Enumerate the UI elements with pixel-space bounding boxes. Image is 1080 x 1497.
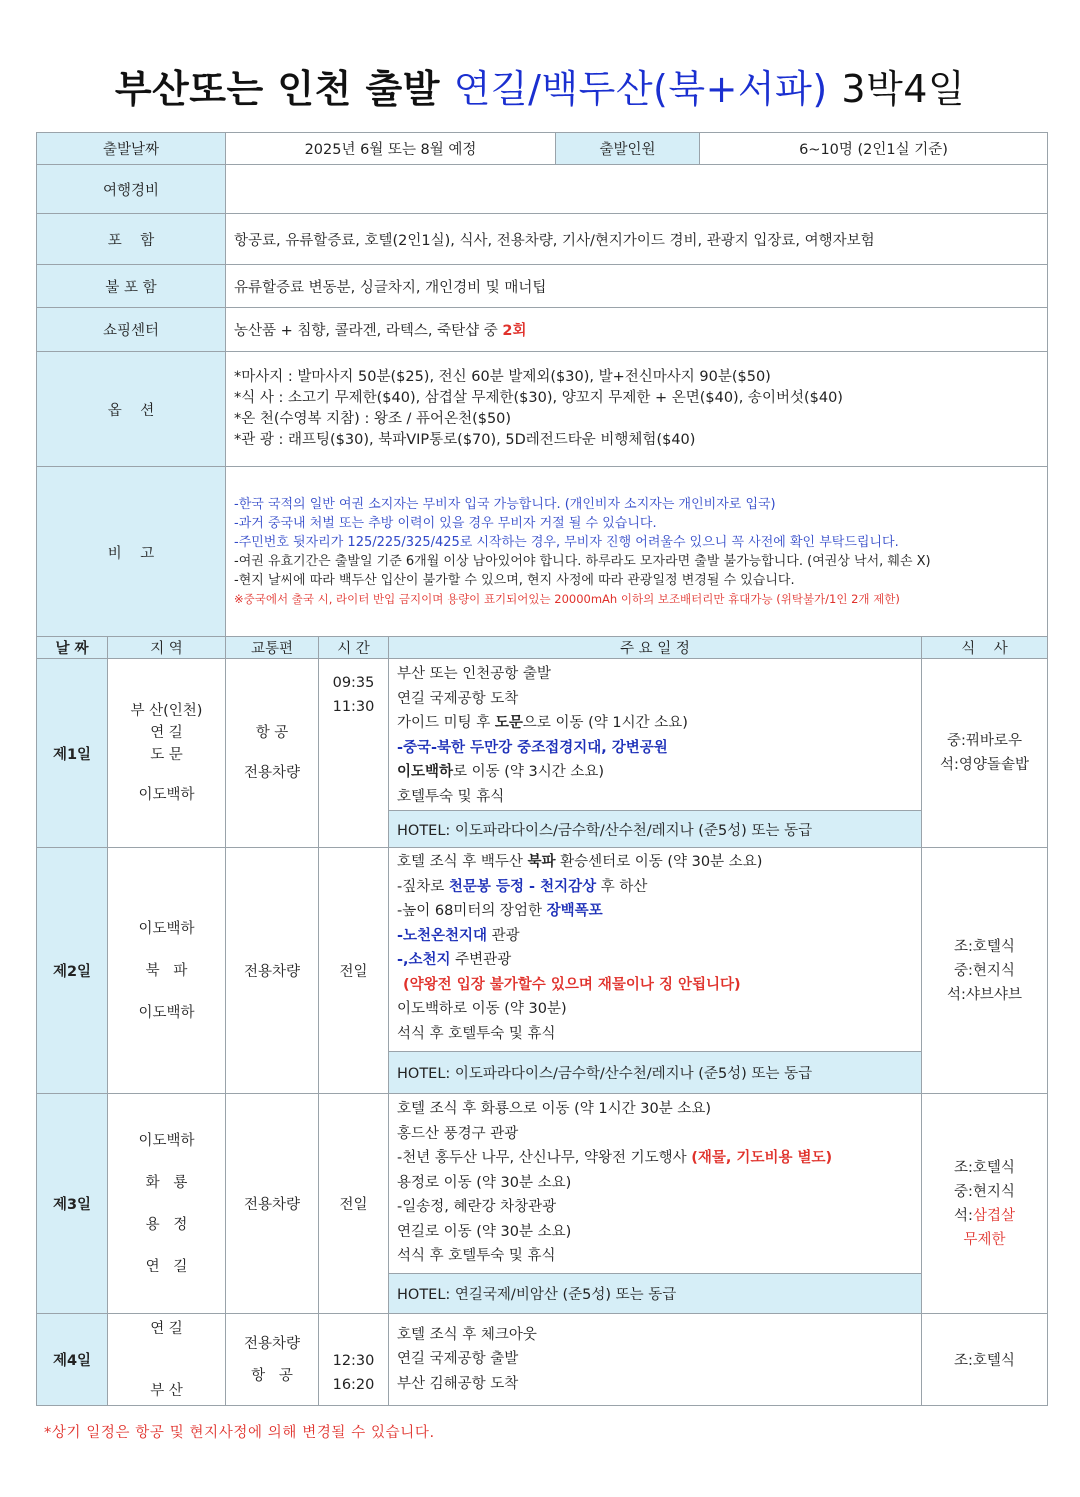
time: 16:20 bbox=[332, 1377, 375, 1393]
transport: 전용차량 bbox=[243, 964, 301, 980]
day-transport bbox=[226, 1094, 319, 1314]
day-transport bbox=[226, 659, 319, 848]
itinerary-item: 호텔 조식 후 체크아웃 bbox=[397, 1326, 537, 1343]
options-label: 옵 션 bbox=[37, 352, 226, 467]
day-itinerary bbox=[389, 659, 922, 811]
time: 전일 bbox=[339, 964, 368, 980]
depart-date-value: 2025년 6월 또는 8월 예정 bbox=[226, 133, 556, 165]
itinerary-item: (약왕전 입장 불가할수 있으며 재물이나 징 안됩니다) bbox=[403, 976, 741, 993]
notes-label: 비 고 bbox=[37, 467, 226, 638]
day-regions bbox=[108, 848, 226, 1094]
meal: 조:호텔식 bbox=[954, 938, 1015, 955]
time: 전일 bbox=[339, 1197, 368, 1213]
info-table bbox=[36, 132, 1048, 638]
itinerary-item: 석식 후 호텔투숙 및 휴식 bbox=[397, 1025, 556, 1042]
itinerary-item: 연길로 이동 (약 30분 소요) bbox=[397, 1223, 572, 1240]
header-transport: 교통편 bbox=[226, 637, 319, 659]
day-label: 제3일 bbox=[37, 1094, 108, 1314]
day-times bbox=[319, 1094, 389, 1314]
itinerary-item: 홍드산 풍경구 관광 bbox=[397, 1125, 519, 1142]
option-item: *온 천(수영복 지참) : 왕조 / 퓨어온천($50) bbox=[234, 411, 512, 427]
itinerary-item: 호텔 조식 후 백두산 북파 환승센터로 이동 (약 30분 소요) bbox=[397, 854, 763, 870]
note-item: -현지 날씨에 따라 백두산 입산이 불가할 수 있으며, 현지 사정에 따라 관광일정 변경될 수 있습니다. bbox=[234, 573, 795, 588]
region: 이도백하 bbox=[138, 920, 195, 937]
exclude-value: 유류할증료 변동분, 싱글차지, 개인경비 및 매너팁 bbox=[226, 265, 1048, 308]
header-region: 지 역 bbox=[108, 637, 226, 659]
option-item: *마사지 : 발마사지 50분($25), 전신 60분 발제외($30), 발+전신마사지 90분($50) bbox=[234, 369, 771, 385]
page-title bbox=[0, 58, 1080, 113]
region: 연 길 bbox=[150, 1320, 183, 1337]
footnote: *상기 일정은 항공 및 현지사정에 의해 변경될 수 있습니다. bbox=[44, 1425, 435, 1441]
shopping-count: 2회 bbox=[502, 323, 527, 339]
region: 이도백하 bbox=[138, 1004, 195, 1021]
day-label: 제2일 bbox=[37, 848, 108, 1094]
time: 12:30 bbox=[332, 1353, 375, 1369]
itinerary-item: 연길 국제공항 도착 bbox=[397, 690, 519, 707]
options-list bbox=[226, 352, 1048, 467]
people-label: 출발인원 bbox=[556, 133, 700, 165]
region: 북 파 bbox=[145, 962, 188, 979]
day-transport bbox=[226, 848, 319, 1094]
note-item: -과거 중국내 처벌 또는 추방 이력이 있을 경우 무비자 거절 될 수 있습니다. bbox=[234, 516, 657, 531]
region: 부 산(인천) bbox=[130, 703, 203, 719]
meal: 중:꿔바로우 bbox=[947, 733, 1022, 749]
note-warning: ※중국에서 출국 시, 라이터 반입 금지이며 용량이 표기되어있는 20000mAh 이하의 보조배터리만 휴대가능 (위탁불가/1인 2개 제한) bbox=[234, 592, 900, 606]
meal: 석:삼겹살 bbox=[954, 1207, 1015, 1224]
header-time: 시 간 bbox=[319, 637, 389, 659]
transport: 전용차량 bbox=[243, 765, 301, 781]
header-itinerary: 주 요 일 정 bbox=[389, 637, 922, 659]
day-times bbox=[319, 848, 389, 1094]
hotel-info: HOTEL: 이도파라다이스/금수학/산수천/레지나 (준5성) 또는 동급 bbox=[389, 1052, 922, 1094]
day-meals bbox=[922, 659, 1048, 848]
include-label: 포 함 bbox=[37, 214, 226, 265]
include-value: 항공료, 유류할증료, 호텔(2인1실), 식사, 전용차량, 기사/현지가이드 경비, 관광지 입장료, 여행자보험 bbox=[226, 214, 1048, 265]
region: 이도백하 bbox=[138, 787, 195, 803]
day-regions bbox=[108, 659, 226, 848]
region: 용 정 bbox=[145, 1216, 188, 1233]
depart-date-label: 출발날짜 bbox=[37, 133, 226, 165]
transport: 전용차량 bbox=[243, 1335, 301, 1352]
title-departure: 부산또는 인천 출발 bbox=[114, 67, 440, 111]
transport: 항 공 bbox=[251, 1367, 293, 1384]
meal: 조:호텔식 bbox=[954, 1353, 1015, 1369]
itinerary-item: -노천온천지대 관광 bbox=[397, 927, 520, 944]
itinerary-item: 부산 김해공항 도착 bbox=[397, 1375, 519, 1392]
region: 연 길 bbox=[150, 725, 183, 741]
exclude-label: 불 포 함 bbox=[37, 265, 226, 308]
people-value: 6~10명 (2인1실 기준) bbox=[700, 133, 1048, 165]
header-meals: 식 사 bbox=[922, 637, 1048, 659]
day-itinerary bbox=[389, 848, 922, 1052]
itinerary-item: -중국-북한 두만강 중조접경지대, 강변공원 bbox=[397, 739, 668, 756]
itinerary-item: -일송정, 혜란강 차창관광 bbox=[397, 1199, 557, 1215]
meal: 석:샤브샤브 bbox=[947, 986, 1022, 1003]
cost-value bbox=[226, 165, 1048, 214]
meal: 중:현지식 bbox=[954, 962, 1015, 979]
header-day: 날 짜 bbox=[37, 637, 108, 659]
shopping-text: 농산품 + 침향, 콜라겐, 라텍스, 죽탄샵 중 bbox=[234, 323, 503, 339]
meal: 조:호텔식 bbox=[954, 1159, 1015, 1176]
meal: 무제한 bbox=[963, 1231, 1006, 1248]
day-meals bbox=[922, 1094, 1048, 1314]
itinerary-item: -,소천지 주변관광 bbox=[397, 952, 512, 968]
itinerary-item: 부산 또는 인천공항 출발 bbox=[397, 666, 551, 682]
region: 이도백하 bbox=[138, 1132, 195, 1149]
region: 도 문 bbox=[150, 747, 183, 763]
itinerary-item: -짚차로 천문봉 등정 - 천지감상 후 하산 bbox=[397, 878, 648, 895]
itinerary-item: 이도백하로 이동 (약 3시간 소요) bbox=[397, 764, 605, 780]
itinerary-item: -천년 홍두산 나무, 산신나무, 약왕전 기도행사 (재물, 기도비용 별도) bbox=[397, 1150, 833, 1166]
itinerary-item: 석식 후 호텔투숙 및 휴식 bbox=[397, 1248, 556, 1264]
day-itinerary bbox=[389, 1314, 922, 1406]
title-destination: 연길/백두산(북+서파) bbox=[453, 67, 828, 111]
option-item: *관 광 : 래프팅($30), 북파VIP통로($70), 5D레전드타운 비행체험($40) bbox=[234, 432, 696, 448]
shopping-label: 쇼핑센터 bbox=[37, 308, 226, 352]
meal: 석:영양돌솥밥 bbox=[940, 757, 1029, 773]
region: 부 산 bbox=[150, 1382, 183, 1399]
note-item: -주민번호 뒷자리가 125/225/325/425로 시작하는 경우, 무비자 진행 어려울수 있으니 꼭 사전에 확인 부탁드립니다. bbox=[234, 535, 899, 550]
day-meals bbox=[922, 1314, 1048, 1406]
title-duration: 3박4일 bbox=[841, 67, 966, 111]
itinerary-item: 가이드 미팅 후 도문으로 이동 (약 1시간 소요) bbox=[397, 715, 688, 731]
meal: 중:현지식 bbox=[954, 1183, 1015, 1200]
region: 화 룡 bbox=[145, 1174, 188, 1191]
itinerary-item: 연길 국제공항 출발 bbox=[397, 1351, 519, 1368]
region: 연 길 bbox=[145, 1258, 188, 1275]
transport: 항 공 bbox=[255, 725, 289, 741]
time: 09:35 bbox=[332, 675, 375, 691]
shopping-value bbox=[226, 308, 1048, 352]
transport: 전용차량 bbox=[243, 1197, 301, 1213]
time: 11:30 bbox=[332, 699, 375, 715]
itinerary-item: 호텔 조식 후 화룡으로 이동 (약 1시간 30분 소요) bbox=[397, 1101, 711, 1117]
note-item: -한국 국적의 일반 여권 소지자는 무비자 입국 가능합니다. (개인비자 소지자는 개인비자로 입국) bbox=[234, 497, 776, 512]
day-times bbox=[319, 659, 389, 848]
day-meals bbox=[922, 848, 1048, 1094]
day-itinerary bbox=[389, 1094, 922, 1274]
hotel-info: HOTEL: 연길국제/비암산 (준5성) 또는 동급 bbox=[389, 1274, 922, 1314]
hotel-info: HOTEL: 이도파라다이스/금수학/산수천/레지나 (준5성) 또는 동급 bbox=[389, 811, 922, 848]
cost-label: 여행경비 bbox=[37, 165, 226, 214]
itinerary-item: 용정로 이동 (약 30분 소요) bbox=[397, 1174, 572, 1191]
day-label: 제1일 bbox=[37, 659, 108, 848]
day-regions bbox=[108, 1314, 226, 1406]
day-regions bbox=[108, 1094, 226, 1314]
day-label: 제4일 bbox=[37, 1314, 108, 1406]
option-item: *식 사 : 소고기 무제한($40), 삼겹살 무제한($30), 양꼬지 무제한 + 온면($40), 송이버섯($40) bbox=[234, 390, 843, 406]
notes-list bbox=[226, 467, 1048, 638]
note-item: -여권 유효기간은 출발일 기준 6개월 이상 남아있어야 합니다. 하루라도 모자라면 출발 불가능합니다. (여권상 낙서, 훼손 X) bbox=[234, 554, 931, 569]
itinerary-item: 이도백하로 이동 (약 30분) bbox=[397, 1001, 567, 1017]
day-transport bbox=[226, 1314, 319, 1406]
itinerary-item: 호텔투숙 및 휴식 bbox=[397, 788, 505, 805]
schedule-table bbox=[36, 636, 1048, 1406]
day-times bbox=[319, 1314, 389, 1406]
itinerary-item: -높이 68미터의 장엄한 장백폭포 bbox=[397, 903, 603, 919]
